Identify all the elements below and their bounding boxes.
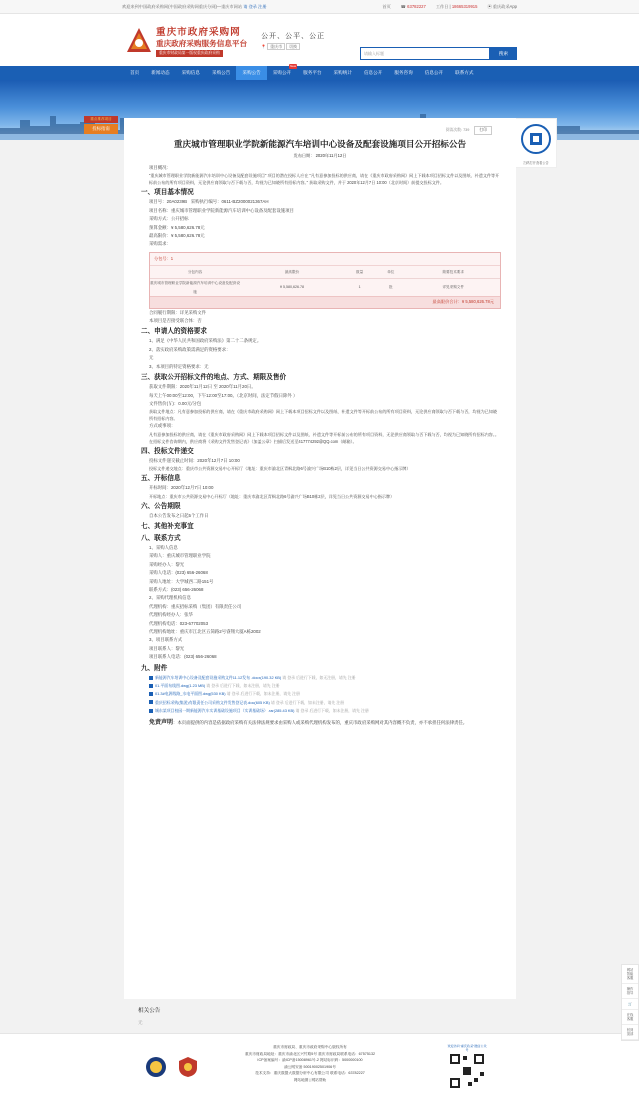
package-table: 分包号：1 分包内容 最高限价 数量 单位 简要技术要求 重庆城市管理职业学院新能源汽车培训中心设备及配套设施 ¥ 5,580,626.78 1 批 详见采购文件 最高限价合计：¥ 5,580,626.78元 — [149, 252, 501, 309]
welcome-text: 欢迎来到中国政府采购网(中国政府采购网重庆分网)—重庆市网站 请 登录 注册 — [122, 3, 267, 9]
app-link[interactable]: ▣ 重庆政采App — [487, 3, 517, 9]
phone-text: ☎ 63782227 — [400, 4, 426, 9]
list-item[interactable]: 城东某项目校园一期新能源汽车实训基础设施项目（实训基础场）.rar(285.43 KB) 请 登录 后进行下载，如未注册，请先 注册 — [149, 707, 501, 715]
service-text: 工作日 | 18665319915 — [435, 3, 478, 9]
table-row: 重庆城市管理职业学院新能源汽车培训中心设备及配套设施 ¥ 5,580,626.78 1 批 详见采购文件 — [150, 281, 464, 294]
price-total: 最高限价合计：¥ 5,580,626.78元 — [150, 296, 500, 307]
list-item[interactable]: 新能源汽车培训中心设备及配套设施采购文件11.12发布 .docx(190.32 KB) 请 登录 后进行下载，如无注册，请先 注册 — [149, 674, 501, 682]
nav-item[interactable]: 服务咨询 — [394, 70, 413, 75]
view-count: 阅读次数: 739 — [445, 128, 470, 132]
nav-item[interactable]: 采购信息 — [181, 70, 200, 75]
file-icon — [149, 692, 153, 696]
police-badge-icon — [145, 1056, 167, 1078]
footer-links[interactable]: 网站地图 | 网站帮助 — [293, 1077, 327, 1082]
qr-code-icon — [448, 1052, 486, 1090]
list-item[interactable]: 01.3#电源线路_水电平面图.dwg(530 KB) 请 登录 后进行下载，如未注册，请先 注册 — [149, 690, 501, 698]
logo-title: 重庆市政府采购网 — [156, 26, 241, 38]
search-bar — [360, 47, 517, 60]
section-heading: 八、联系方式 — [141, 534, 181, 542]
register-link[interactable]: 注册 — [258, 3, 267, 9]
top-bar — [0, 0, 639, 14]
login-link[interactable]: 请 登录 — [243, 3, 257, 9]
related-notices: 相关公告 无 — [138, 1008, 161, 1025]
qr-code-icon — [518, 121, 554, 157]
nav-item[interactable]: 信息公开 — [363, 70, 383, 75]
site-logo[interactable] — [126, 24, 247, 57]
promo-ribbon[interactable]: 重点推荐项目 投标指南 — [84, 116, 118, 134]
floating-toolbar — [621, 964, 639, 1041]
qr-caption: 扫码打开查看公告 — [523, 161, 549, 165]
smart-service-button[interactable]: 网站 智能 客服 — [622, 965, 638, 984]
nav-item[interactable]: 采购统计 — [333, 70, 352, 75]
search-input[interactable]: 请输入标题 — [360, 47, 490, 60]
list-item[interactable]: 重庆招标采购(集团)有限责任公司采购文件发售登记表.doc(605 KB) 请 登录 后进行下载，如未注册，请先 注册 — [149, 699, 501, 707]
online-service-button[interactable]: 在线 客服 — [622, 1010, 638, 1025]
site-header — [0, 14, 639, 66]
nav-item[interactable]: 采购公开 New — [272, 64, 297, 75]
cart-button[interactable] — [622, 999, 638, 1010]
logo-subtitle: 重庆政府采购服务信息平台 — [156, 38, 248, 48]
back-to-top-button[interactable]: 回到 顶部 — [622, 1025, 638, 1040]
logo-emblem-icon — [126, 27, 152, 53]
home-link[interactable]: 首页 — [382, 3, 391, 9]
nav-item[interactable]: 采购公告 — [211, 70, 231, 75]
section-heading: 六、公告期限 — [141, 502, 181, 510]
file-icon — [149, 676, 153, 680]
print-button[interactable]: 打印 — [474, 126, 492, 135]
government-emblem-icon — [178, 1056, 198, 1078]
article-body: 项目概况： “重庆城市管理职业学院新能源汽车培训中心设备及配套设施项目” 项目的潜在投标人应在 “凡有意参加投标的供应商，请在《重庆市政府采购网》网上下载本项目招标文件以及图纸、补遗文件等开标前公布的所有项目资料，无论供应商领取与否下载与否，均视为已知晓所有招标内容。” 获取采购文件，并于 2020年12月7日 10:00（北京时间）前提交投标文件。 一、项目基本情况 项目号：20A0239B 采购执行编号：0611-BZ2000021367AH 项目名称：重庆城市管理职业学院新能源汽车培训中心设备及配套设施项目 采购方式：公开招标 预算金额：¥ 5,580,626.78元 最高限价：¥ 5,580,626.78元 采购需求： 分包号：1 分包内容 最高限价 数量 单位 简要技术要求 重庆城市管理职业学院新能源汽车培训中心设备及配套设施 ¥ 5,580,626.78 1 批 详见采购文件 最高限价合计：¥ 5,580,626.78元 合同履行期限：详见采购文件 本项目是否接受联合体：否 二、申请人的资格要求 1、满足《中华人民共和国政府采购法》第二十二条规定。 2、落实政府采购政策需满足的资格要求： 无 3、本项目的特定资格要求：无 三、获取公开招标文件的地点、方式、期限及售价 获取文件期限：2020年11月12日 至 2020年11月20日。 每天上午00:00至12:00，下午12:00至17:00。（北京时间，法定节假日除外 ） 文件售价(￥)：0.00元/分包 获取文件地点：凡有意参加投标的供应商，请在《重庆市政府采购网》网上下载本项目招标文件以及图纸、补遗文件等开标前公布的所有项目资料，无论供应商领取与否下载与否，均视为已知晓所有招标内容。 方式或事项： 凡有意参加投标的供应商，请在《重庆市政府采购网》网上下载本项目招标文件以及图纸、补遗文件等开标前公布的所有项目资料，无论供应商领取与否下载与否，均视为已知晓所有招标内容。。在招标文件咨询期内，供应商将《采购文件发售登记表》（加盖公章）扫描后发送至417774292@QQ.com（邮箱）。 四、投标文件递交 投标文件递交截止时间：2020年12月7日 10:00 投标文件递交地点：重庆市公共资源交易中心开标厅（地址：重庆市渝北区青枫北路6号渝兴广场B10栋2层，详见当日公共资源交易中心指示牌） 五、开标信息 开标时间：2020年12月7日 10:00 开标地点：重庆市公共资源交易中心开标厅（地址：重庆市渝北区青枫北路6号渝兴广场B10栋2层，详见当日公共资源交易中心指示牌） 六、公告期限 自本公告发布之日起5个工作日 七、其他补充事宜 八、联系方式 1、采购人信息 采购人：重庆城市管理职业学院 采购经办人：黎光 采购人电话：(023) 656-26068 采购人地址：大学城西二路151号 联系方式：(023) 656-26068 2、采购代理机构信息 代理机构：重庆招标采购（集团）有限责任公司 代理机构经办人：张华 代理机构电话：023-67702053 代理机构地址：重庆市江北区五简路2号睿翔大厦A栋2002 3、项目联系方式 项目联系人：黎光 项目联系人电话：(023) 656-26068 九、附件 新能源汽车培训中心设备及配套设施采购文件11.12发布 .docx(190.32 KB) 请 登录 后进行下载，如无注册，请先 注册 01.平面布线图.dwg(1.23 MB) 请 登录 后进行下载，如未注册，请先 注册 01.3#电源线路_水电平面图.dwg(530 KB) 请 登录 后进行下载，如未注册，请先 注册 重庆招标采购(集团)有限责任公司采购文件发售登记表.doc(605 KB) 请 登录 后进行下载，如未注册，请先 注册 城东某项目校园一期新能源汽车实训基础设施项目（实训基础场）.rar(285.43 KB) 请 登录 后进行下载，如未注册，请先 注册 免责声明：本页面提供的内容是依据政府采购有关法律法规要求由采购人或采购代理机构发布的，重庆市政府采购网对其内容概不负责，亦不承担任何法律责任。 — [141, 165, 500, 727]
page-title: 重庆城市管理职业学院新能源汽车培训中心设备及配套设施项目公开招标公告 — [173, 139, 467, 149]
section-heading: 一、项目基本情况 — [141, 189, 194, 197]
footer-info: 重庆市财政局、重庆市政府采购中心版权所有 重庆市财政局地址：重庆市渝北区兴竹路5号 重庆市财政局联系电话：67575132 ICP备案编号：渝ICP备15008961号-2 网站标识码：5000000100 渝公网安备 50019002501906号 技术支持：重庆数据大数据分析中心有限公司 联系电话：63782227 网站地图 | 网站帮助 — [210, 1044, 410, 1084]
article-panel — [124, 118, 516, 999]
section-heading: 九、附件 — [141, 664, 168, 672]
file-icon — [149, 684, 153, 688]
section-heading: 二、申请人的资格要求 — [141, 328, 207, 336]
section-heading: 五、开标信息 — [141, 475, 181, 483]
guide-button[interactable]: 操作 指导 — [622, 984, 638, 999]
logo-caption: 重庆市财政局第一版权重庆政府采购 — [156, 50, 223, 57]
nav-item[interactable]: 联系方式 — [455, 70, 474, 75]
list-item[interactable]: 01.平面布线图.dwg(1.23 MB) 请 登录 后进行下载，如未注册，请先 注册 — [149, 682, 501, 690]
overview-text: “重庆城市管理职业学院新能源汽车培训中心设备及配套设施项目” 项目的潜在投标人应在 “凡有意参加投标的供应商，请在《重庆市政府采购网》网上下载本项目招标文件以及图纸、补遗文件等开标前公布的所有项目资料，无论供应商领取与否下载与否，均视为已知晓所有招标内容。” 获取采购文件，并于 2020年12月7日 10:00（北京时间）前提交投标文件。 — [149, 173, 500, 186]
nav-item-active[interactable]: 采购公告 — [236, 66, 266, 80]
site-footer — [0, 1033, 639, 1106]
region-selector[interactable]: 📍 重庆市 切换 — [261, 44, 325, 50]
search-button[interactable]: 搜索 — [490, 47, 517, 60]
section-heading: 七、其他补充事宜 — [141, 522, 194, 530]
new-badge: New — [290, 64, 297, 68]
nav-item[interactable]: 服务平台 — [303, 70, 322, 75]
file-icon — [149, 700, 153, 704]
cart-icon: 🛒 — [627, 1002, 633, 1006]
section-heading: 三、获取公开招标文件的地点、方式、期限及售价 — [141, 374, 287, 382]
attachment-list — [149, 674, 501, 715]
nav-item[interactable]: 信息公开 — [424, 70, 444, 75]
main-nav — [0, 66, 639, 80]
file-icon — [149, 709, 153, 713]
section-heading: 四、投标文件递交 — [141, 447, 194, 455]
publish-date: 发布日期： 2020年11月12日 — [293, 153, 347, 158]
disclaimer: 免责声明：本页面提供的内容是依据政府采购有关法律法规要求由采购人或采购代理机构发布的，重庆市政府采购网对其内容概不负责，亦不承担任何法律责任。 — [149, 720, 468, 727]
region-switch-button[interactable]: 切换 — [286, 43, 300, 50]
nav-item[interactable]: 新闻动态 — [151, 70, 170, 75]
site-slogan: 公开、公平、公正 — [261, 32, 326, 40]
wechat-qr: 欢迎访问“重庆政采”微信公众号 — [447, 1044, 487, 1092]
nav-item[interactable]: 首页 — [130, 70, 140, 75]
side-qr-panel — [515, 118, 557, 168]
